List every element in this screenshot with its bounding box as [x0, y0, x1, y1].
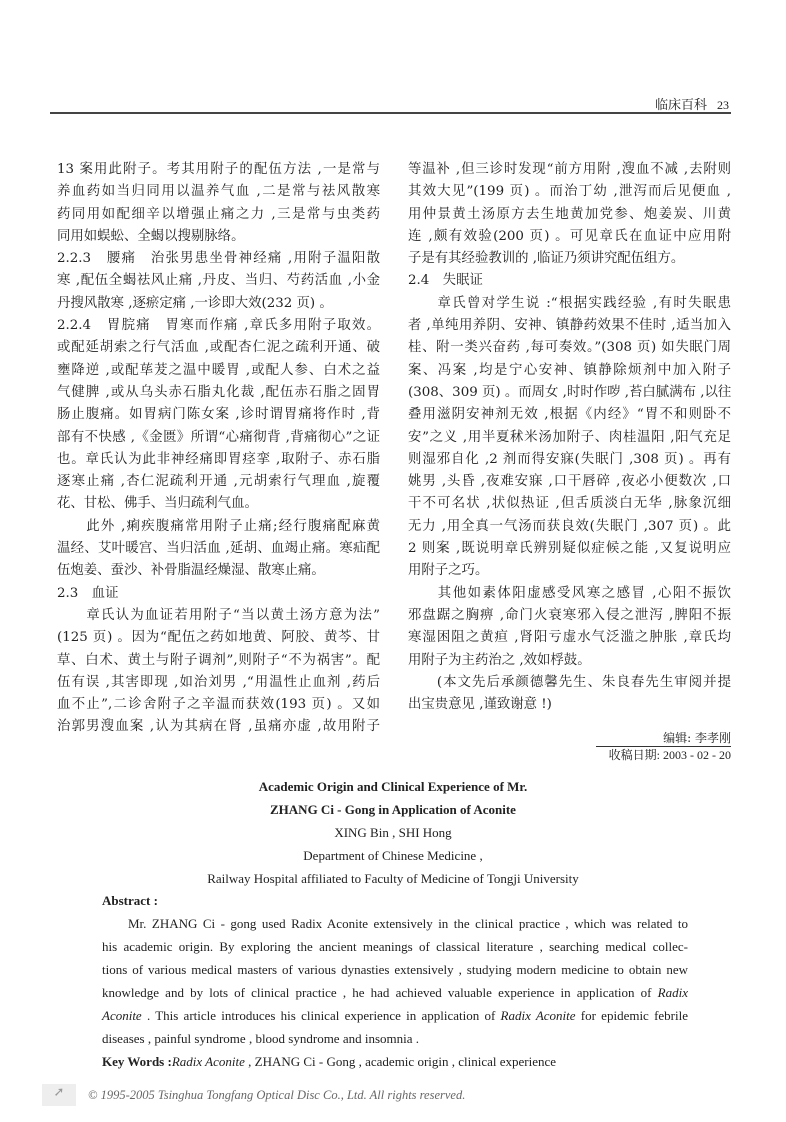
abstract [102, 889, 688, 1073]
text-line: 其效大见”(199 页) 。而治丁幼 ,泄泻而后见便血 , [408, 184, 731, 200]
text-line: 13 案用此附子。考其用附子的配伍方法 ,一是常与 [57, 162, 380, 177]
department: Department of Chinese Medicine , [303, 848, 483, 863]
abstract-text: tions of various medical masters of various dynasties extensively , studying modern medicine to obtain new [102, 962, 688, 977]
text-line: 用仲景黄土汤原方去生地黄加党参、炮姜炭、川黄 [408, 206, 731, 222]
text-line: 2.2.3 腰痛 治张男患坐骨神经痛 ,用附子温阳散 [57, 251, 380, 267]
abstract-line [102, 912, 688, 935]
page-number: 23 [717, 98, 729, 112]
header-text [655, 94, 729, 113]
text-line: 者 ,单纯用养阴、安神、镇静药效果不佳时 ,适当加入 [408, 318, 731, 334]
abstract-text: . This article introduces his clinical experience in application of [141, 1008, 501, 1023]
abstract-text: his academic origin. By exploring the ancient meanings of classical literature , searching medical collec- [102, 939, 688, 954]
text-line: 叠用滋阴安神剂无效 ,根据《内经》“胃不和则卧不 [408, 407, 731, 423]
text-line: 伍炮姜、蚕沙、补骨脂温经燥湿、散寒止痛。 [57, 563, 325, 579]
text-line: 桂、附一类兴奋药 ,每可奏效。”(308 页) 如失眠门周 [408, 340, 731, 356]
abstract-text: for epidemic febrile [575, 1008, 688, 1023]
text-line: 也。章氏认为此非神经痛即胃痉挛 ,取附子、赤石脂 [57, 451, 380, 467]
text-line: 寒湿困阻之黄疸 ,肾阳亏虚水气泛滥之肿胀 ,章氏均 [408, 630, 731, 646]
text-line: 章氏曾对学生说 :“根据实践经验 ,有时失眠患 [408, 295, 731, 311]
running-header [50, 90, 731, 114]
text-line: 姚男 ,头昏 ,夜难安寐 ,口干唇碎 ,夜必小便数次 ,口 [408, 474, 731, 490]
italic-term: Aconite [102, 1008, 142, 1023]
footer [42, 1084, 465, 1106]
right-column [408, 159, 731, 716]
text-line: 2.4 失眠证 [408, 273, 483, 289]
text-line: 干不可名状 ,状似热证 ,但舌质淡白无华 ,脉象沉细 [408, 496, 731, 512]
text-line: 2.3 血证 [57, 585, 119, 601]
cnki-logo-icon: ➚ [42, 1084, 76, 1106]
text-line: 则湿邪自化 ,2 剂而得安寐(失眠门 ,308 页) 。再有 [408, 451, 731, 467]
abstract-text: diseases , painful syndrome , blood syndrome and insomnia . [102, 1031, 420, 1046]
text-line: 邪盘踞之胸痹 ,命门火衰寒邪入侵之泄泻 ,脾阳不振 [408, 607, 731, 623]
text-line: 2.2.4 胃脘痛 胃寒而作痛 ,章氏多用附子取效。 [57, 318, 380, 334]
text-line: 养血药如当归同用以温养气血 ,二是常与祛风散寒 [57, 184, 380, 200]
header-section: 临床百科 [654, 98, 707, 113]
text-line: 案、冯案 ,均是宁心安神、镇静除烦剂中加入附子 [408, 362, 731, 378]
text-line: (125 页) 。因为“配伍之药如地黄、阿胶、黄芩、甘 [57, 630, 380, 646]
text-line: 同用如蜈蚣、全蝎以搜剔脉络。 [57, 228, 245, 244]
text-line: (本文先后承颜德馨先生、朱良春先生审阅并提 [408, 674, 731, 690]
abstract-text: knowledge and by lots of clinical practice , he had achieved valuable experience in application of [102, 985, 658, 1000]
text-line: 逐寒止痛 ,杏仁泥疏利开通 ,元胡索行气理血 ,旋覆 [57, 474, 380, 490]
abstract-body [102, 912, 688, 1050]
received-date: 收稿日期: 2003 - 02 - 20 [608, 748, 731, 762]
english-title-line2: ZHANG Ci - Gong in Application of Aconite [270, 802, 516, 817]
text-line: 用附子为主药治之 ,效如桴鼓。 [408, 652, 591, 668]
keywords-label: Key Words : [102, 1054, 172, 1069]
text-line: 连 ,颇有效验(200 页) 。可见章氏在血证中应用附 [408, 228, 731, 244]
text-line: 温经、艾叶暖宫、当归活血 ,延胡、血竭止痛。寒疝配 [57, 541, 380, 557]
text-line: 2 则案 ,既说明章氏辨别疑似症候之能 ,又复说明应 [408, 541, 731, 557]
text-line: 用附子之巧。 [408, 563, 489, 579]
text-line: 丹搜风散寒 ,逐瘀定痛 ,一诊即大效(232 页) 。 [57, 295, 333, 311]
authors: XING Bin , SHI Hong [334, 825, 452, 840]
editor-credit: 编辑: 李孝刚 [596, 731, 731, 747]
text-line: 草、白术、黄土与附子调剂”,则附子“不为祸害”。配 [57, 652, 380, 668]
abstract-line [102, 981, 688, 1004]
text-line: 花、甘松、佛手、当归疏利气血。 [57, 496, 258, 512]
text-line: 出宝贵意见 ,谨致谢意 !) [408, 697, 552, 713]
abstract-line [102, 935, 688, 958]
italic-term: Radix Aconite [500, 1008, 576, 1023]
text-line: 此外 ,痢疾腹痛常用附子止痛;经行腹痛配麻黄 [57, 518, 380, 534]
text-line: 或配延胡索之行气活血 ,或配杏仁泥之疏利开通、破 [57, 340, 380, 356]
english-title-line1: Academic Origin and Clinical Experience of Mr. [258, 779, 528, 794]
text-line: 章氏认为血证若用附子“当以黄土汤方意为法” [57, 607, 380, 623]
text-line: 无力 ,用全真一气汤而获良效(失眠门 ,307 页) 。此 [408, 518, 731, 534]
text-line: 部有不快感 ,《金匮》所谓“心痛彻背 ,背痛彻心”之证 [57, 429, 380, 445]
abstract-line [102, 1004, 688, 1027]
text-line: 气健脾 ,或从乌头赤石脂丸化裁 ,配伍赤石脂之固胃 [57, 384, 380, 400]
text-line: 药同用如配细辛以增强止痛之力 ,三是常与虫类药 [57, 206, 380, 222]
keywords [102, 1050, 688, 1073]
text-line: (308、309 页) 。而周女 ,时时作哕 ,苔白腻满布 ,以往 [408, 384, 731, 400]
text-line: 伍有误 ,其害即现 ,如治刘男 ,“用温性止血剂 ,药后 [57, 674, 380, 690]
abstract-line [102, 958, 688, 981]
italic-term: Radix [657, 985, 688, 1000]
text-line: 治郭男溲血案 ,认为其病在肾 ,虽痛亦虚 ,故用附子 [57, 719, 380, 735]
left-column [57, 159, 380, 739]
keywords-italic: Radix Aconite [171, 1054, 245, 1069]
abstract-text: Mr. ZHANG Ci - gong used Radix Aconite extensively in the clinical practice , which was related to [128, 916, 688, 931]
text-line: 肠止腹痛。如胃病门陈女案 ,诊时谓胃痛将作时 ,背 [57, 407, 380, 423]
abstract-line [102, 1027, 688, 1050]
copyright-text: © 1995-2005 Tsinghua Tongfang Optical Disc Co., Ltd. All rights reserved. [88, 1087, 466, 1102]
text-line: 寒 ,配伍全蝎祛风止痛 ,丹皮、当归、芍药活血 ,小金 [57, 273, 380, 289]
text-line: 壅降逆 ,或配荜茇之温中暖胃 ,或配人参、白术之益 [57, 362, 380, 378]
text-line: 血不止”,二诊舍附子之辛温而获效(193 页) 。又如 [57, 697, 380, 713]
text-line: 安”之义 ,用半夏秫米汤加附子、肉桂温阳 ,阳气充足 [408, 429, 731, 445]
institution: Railway Hospital affiliated to Faculty of Medicine of Tongji University [207, 871, 579, 886]
text-line: 子是有其经验教训的 ,临证乃须讲究配伍组方。 [408, 251, 685, 267]
text-line: 等温补 ,但三诊时发现“前方用附 ,溲血不减 ,去附则 [408, 162, 731, 177]
text-line: 其他如素体阳虚感受风寒之感冒 ,心阳不振饮 [408, 585, 731, 601]
abstract-label: Abstract : [102, 893, 158, 908]
keywords-rest: , ZHANG Ci - Gong , academic origin , clinical experience [244, 1054, 557, 1069]
